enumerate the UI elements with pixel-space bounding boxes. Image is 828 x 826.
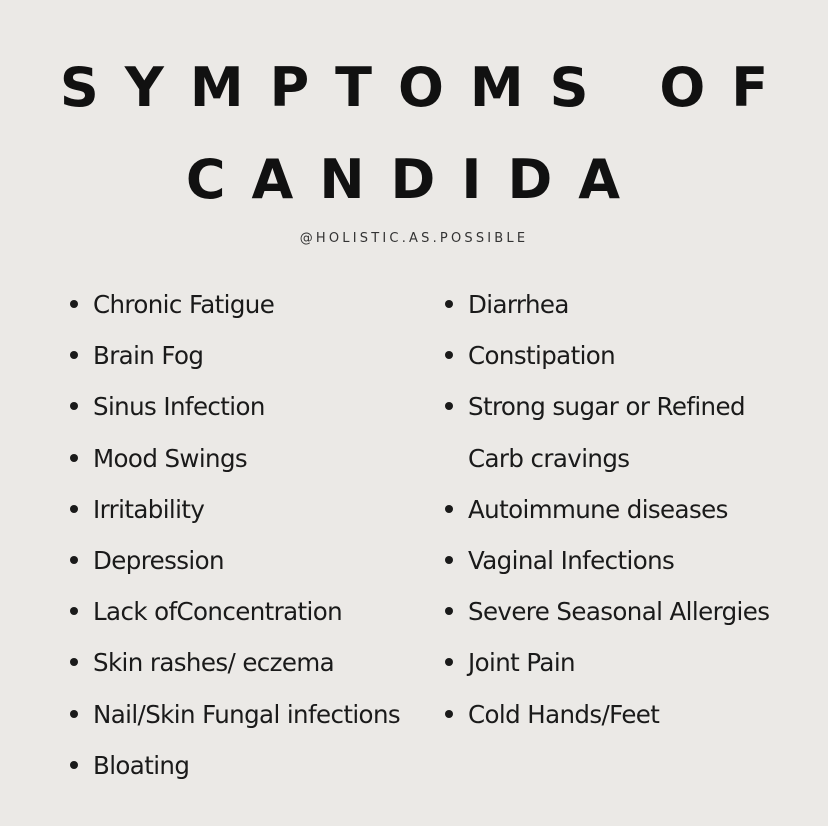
instagram-handle: @HOLISTIC.AS.POSSIBLE: [299, 231, 529, 246]
list-item: [441, 484, 821, 535]
list-item: [441, 330, 821, 381]
bullet-icon: [70, 710, 78, 718]
list-item: [66, 433, 426, 484]
list-item-text: Strong sugar or Refined: [468, 392, 745, 422]
title-line-2: CANDIDA: [185, 148, 647, 211]
list-item: [66, 381, 426, 432]
list-item-text: Irritability: [93, 494, 205, 524]
bullet-icon: [70, 402, 78, 410]
bullet-icon: [70, 761, 78, 769]
list-item: [66, 535, 426, 586]
list-item-text: Carb cravings: [468, 443, 630, 473]
list-item: [66, 484, 426, 535]
bullet-icon: [445, 658, 453, 666]
list-item-text: Nail/Skin Fungal infections: [93, 699, 401, 729]
list-item-text: Chronic Fatigue: [93, 290, 275, 319]
list-item: [66, 279, 426, 330]
bullet-icon: [445, 300, 453, 308]
bullet-icon: [445, 607, 453, 615]
bullet-icon: [70, 454, 78, 462]
list-item-text: Diarrhea: [468, 290, 569, 319]
list-item-text: Constipation: [468, 341, 616, 371]
list-item-text: Brain Fog: [93, 341, 204, 371]
bullet-icon: [70, 607, 78, 615]
list-item: [66, 637, 426, 688]
list-item: [441, 689, 821, 740]
symptom-list-right: [441, 279, 821, 740]
list-item-continuation: [441, 433, 821, 484]
bullet-icon: [70, 658, 78, 666]
title-line-1: SYMPTOMS OF: [59, 56, 795, 119]
bullet-icon: [445, 402, 453, 410]
list-item-text: Mood Swings: [93, 443, 248, 473]
list-item: [66, 740, 426, 791]
bullet-icon: [445, 351, 453, 359]
list-item: [441, 279, 821, 330]
bullet-icon: [70, 351, 78, 359]
list-item-text: Skin rashes/ eczema: [93, 648, 335, 678]
list-item-text: Severe Seasonal Allergies: [468, 597, 770, 627]
list-item-text: Sinus Infection: [93, 392, 265, 422]
bullet-icon: [70, 300, 78, 308]
bullet-icon: [445, 710, 453, 718]
list-item-text: Joint Pain: [468, 648, 575, 678]
list-item: [66, 586, 426, 637]
list-item: [441, 586, 821, 637]
list-item: [66, 330, 426, 381]
list-item: [441, 637, 821, 688]
list-item-text: Cold Hands/Feet: [468, 699, 660, 729]
list-item-text: Vaginal Infections: [468, 546, 675, 576]
list-item-text: Lack ofConcentration: [93, 597, 343, 627]
bullet-icon: [70, 556, 78, 564]
list-item: [441, 381, 821, 432]
list-item: [66, 689, 426, 740]
list-item-text: Depression: [93, 546, 224, 576]
bullet-icon: [445, 556, 453, 564]
bullet-icon: [445, 505, 453, 513]
list-item-text: Autoimmune diseases: [468, 494, 728, 524]
list-item-text: Bloating: [93, 750, 190, 780]
bullet-icon: [70, 505, 78, 513]
list-item: [441, 535, 821, 586]
symptom-list-left: [66, 279, 426, 791]
